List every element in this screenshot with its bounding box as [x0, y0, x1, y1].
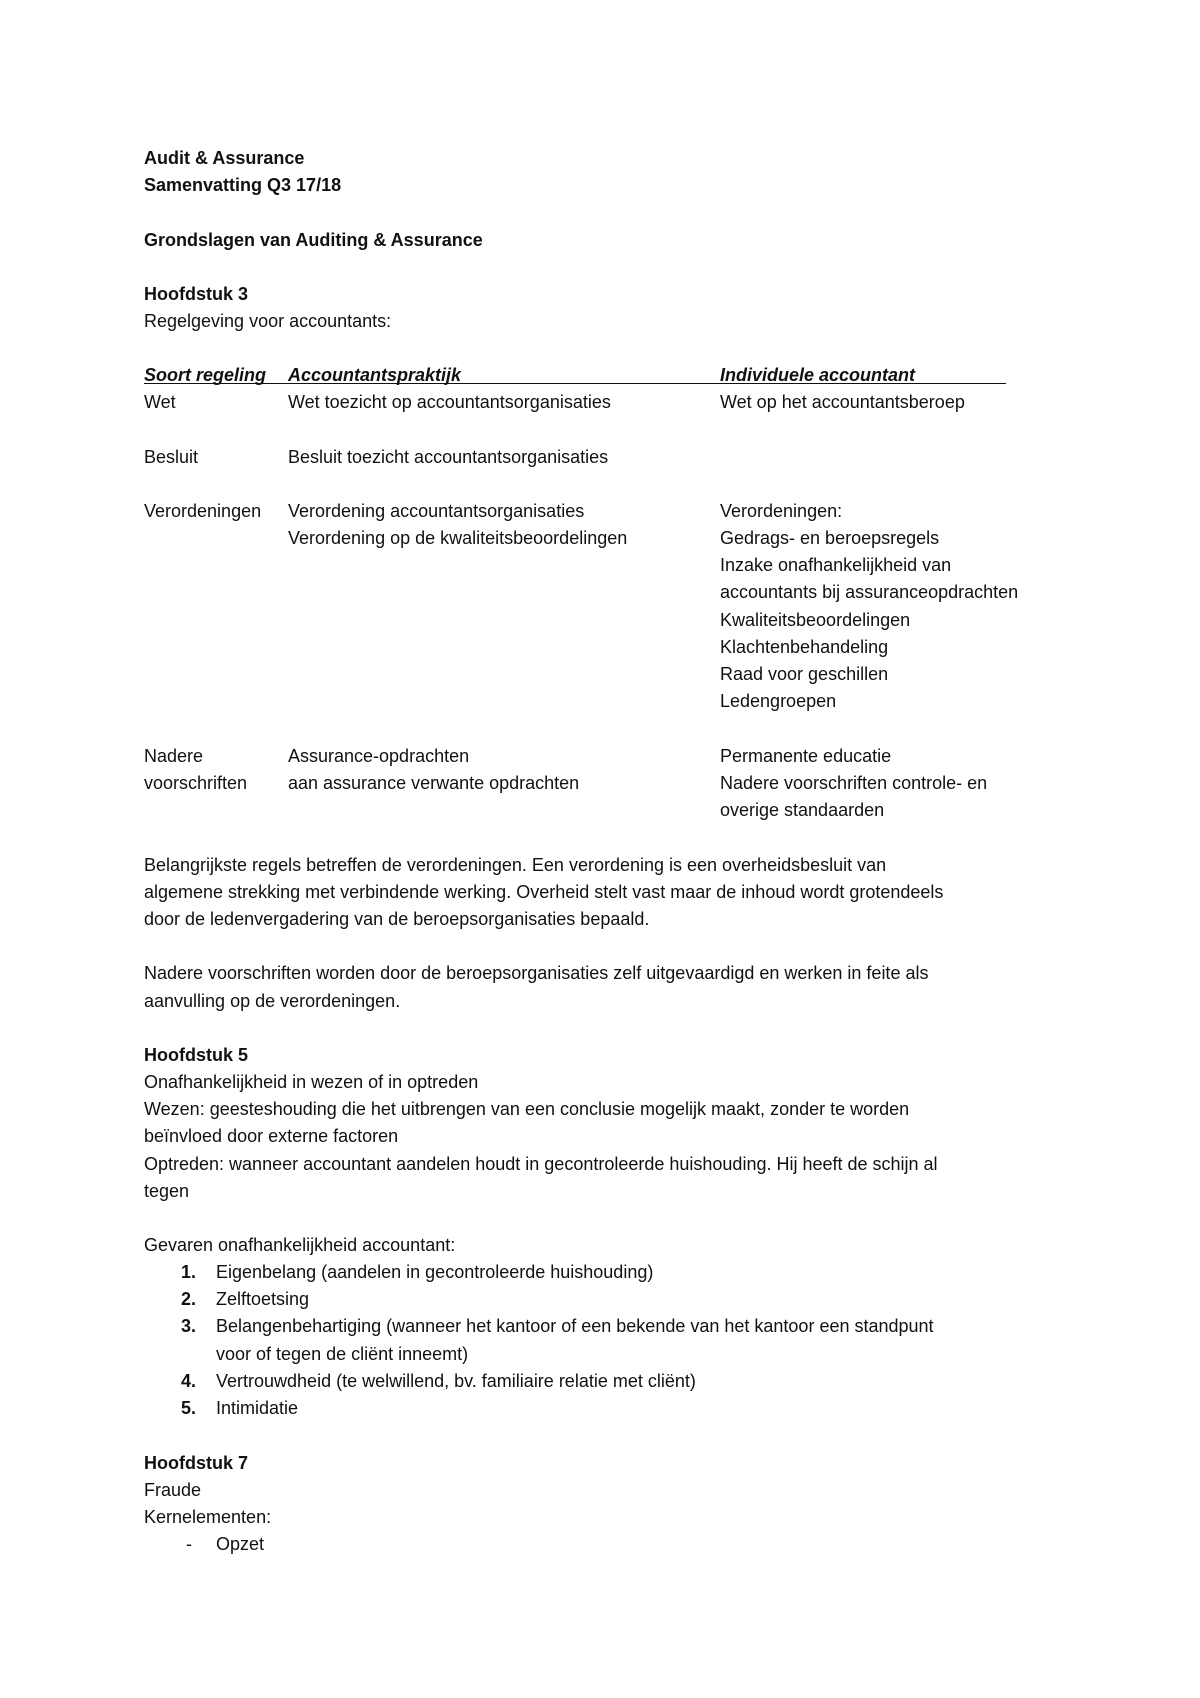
- paragraph-line: door de ledenvergadering van de beroepsorganisaties bepaald.: [144, 909, 650, 929]
- chapter5-line: Wezen: geesteshouding die het uitbrengen van een conclusie mogelijk maakt, zonder te worden: [144, 1099, 910, 1119]
- table-cell-type: Verordeningen: [144, 501, 262, 521]
- table-cell-individual: overige standaarden: [720, 800, 885, 820]
- table-cell-individual: Inzake onafhankelijkheid van: [720, 555, 952, 575]
- list-number: 3.: [181, 1316, 197, 1336]
- paragraph-line: aanvulling op de verordeningen.: [144, 991, 401, 1011]
- paragraph-line: Nadere voorschriften worden door de beroepsorganisaties zelf uitgevaardigd en werken in feite als: [144, 963, 929, 983]
- table-cell-practice: Verordening op de kwaliteitsbeoordelingen: [288, 528, 628, 548]
- chapter5-line: beïnvloed door externe factoren: [144, 1126, 399, 1146]
- table-cell-practice: aan assurance verwante opdrachten: [288, 773, 580, 793]
- threats-list-intro: Gevaren onafhankelijkheid accountant:: [144, 1235, 456, 1255]
- list-item: Vertrouwdheid (te welwillend, bv. familiaire relatie met cliënt): [216, 1371, 696, 1391]
- list-number: 5.: [181, 1398, 197, 1418]
- core-elements-intro: Kernelementen:: [144, 1507, 272, 1527]
- table-cell-individual: Wet op het accountantsberoep: [720, 392, 965, 412]
- table-cell-type: Besluit: [144, 447, 199, 467]
- bullet-marker: -: [186, 1534, 192, 1554]
- list-item: voor of tegen de cliënt inneemt): [216, 1344, 469, 1364]
- chapter5-line: Onafhankelijkheid in wezen of in optreden: [144, 1072, 479, 1092]
- table-header-underline: [144, 383, 1006, 384]
- list-item: Belangenbehartiging (wanneer het kantoor of een bekende van het kantoor een standpunt: [216, 1316, 934, 1336]
- document-title: Audit & Assurance: [144, 148, 305, 168]
- table-cell-individual: Verordeningen:: [720, 501, 843, 521]
- table-cell-type: Wet: [144, 392, 176, 412]
- chapter7-heading: Hoofdstuk 7: [144, 1453, 249, 1473]
- list-number: 1.: [181, 1262, 197, 1282]
- chapter5-heading: Hoofdstuk 5: [144, 1045, 249, 1065]
- table-cell-type: voorschriften: [144, 773, 248, 793]
- table-cell-individual: Kwaliteitsbeoordelingen: [720, 610, 911, 630]
- chapter7-topic: Fraude: [144, 1480, 202, 1500]
- list-item: Zelftoetsing: [216, 1289, 310, 1309]
- chapter5-line: tegen: [144, 1181, 190, 1201]
- chapter3-intro: Regelgeving voor accountants:: [144, 311, 392, 331]
- table-cell-practice: Besluit toezicht accountantsorganisaties: [288, 447, 609, 467]
- table-cell-individual: Ledengroepen: [720, 691, 837, 711]
- table-cell-individual: Klachtenbehandeling: [720, 637, 889, 657]
- course-title: Grondslagen van Auditing & Assurance: [144, 230, 483, 250]
- table-header-practice: Accountantspraktijk: [288, 365, 462, 385]
- chapter5-line: Optreden: wanneer accountant aandelen houdt in gecontroleerde huishouding. Hij heeft de schijn al: [144, 1154, 938, 1174]
- table-header-type: Soort regeling: [144, 365, 267, 385]
- table-cell-individual: Permanente educatie: [720, 746, 892, 766]
- list-number: 2.: [181, 1289, 197, 1309]
- table-cell-individual: Raad voor geschillen: [720, 664, 889, 684]
- chapter3-heading: Hoofdstuk 3: [144, 284, 249, 304]
- table-cell-individual: Gedrags- en beroepsregels: [720, 528, 940, 548]
- table-header-individual: Individuele accountant: [720, 365, 916, 385]
- bullet-item: Opzet: [216, 1534, 265, 1554]
- table-cell-practice: Verordening accountantsorganisaties: [288, 501, 585, 521]
- list-number: 4.: [181, 1371, 197, 1391]
- table-cell-individual: Nadere voorschriften controle- en: [720, 773, 988, 793]
- document-subtitle: Samenvatting Q3 17/18: [144, 175, 342, 195]
- list-item: Intimidatie: [216, 1398, 299, 1418]
- table-cell-practice: Wet toezicht op accountantsorganisaties: [288, 392, 611, 412]
- paragraph-line: Belangrijkste regels betreffen de verordeningen. Een verordening is een overheidsbesluit van: [144, 855, 887, 875]
- paragraph-line: algemene strekking met verbindende werking. Overheid stelt vast maar de inhoud wordt grotendeels: [144, 882, 944, 902]
- table-cell-individual: accountants bij assuranceopdrachten: [720, 582, 1019, 602]
- table-cell-practice: Assurance-opdrachten: [288, 746, 470, 766]
- table-cell-type: Nadere: [144, 746, 204, 766]
- list-item: Eigenbelang (aandelen in gecontroleerde huishouding): [216, 1262, 654, 1282]
